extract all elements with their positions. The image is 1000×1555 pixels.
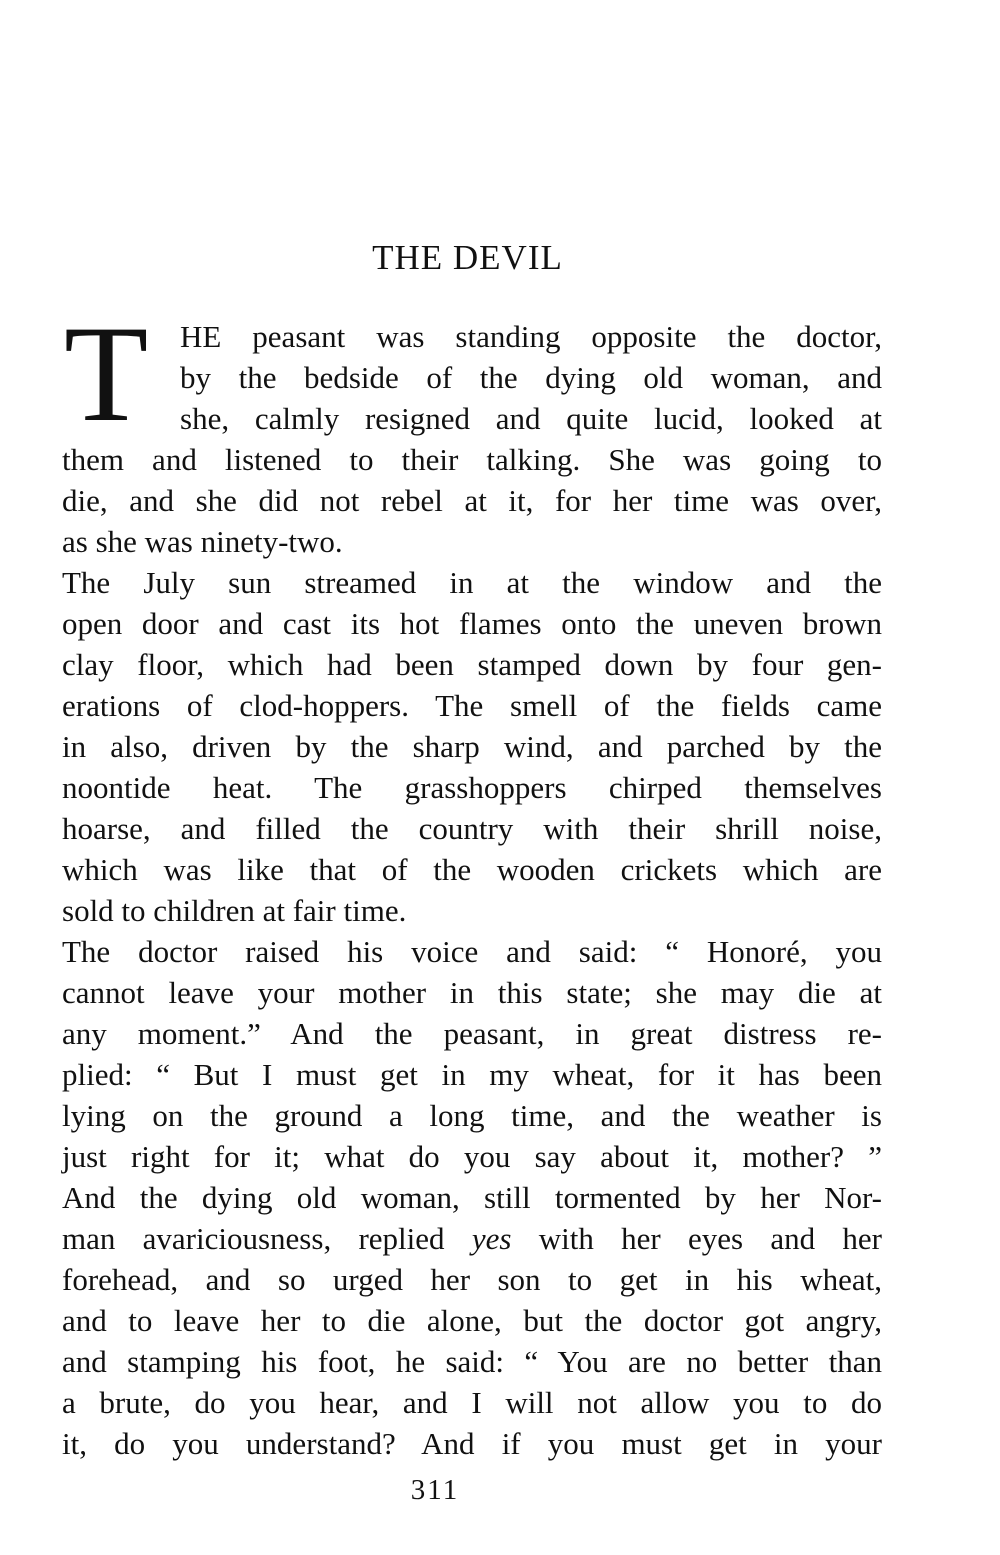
text-line: And the dying old woman, still tormented by her Nor- — [62, 1180, 882, 1215]
text-line: by the bedside of the dying old woman, and — [180, 360, 882, 395]
text-line: them and listened to their talking. She was going to — [62, 442, 882, 477]
text-line: and stamping his foot, he said: “ You are no better than — [62, 1344, 882, 1379]
emphasis-word: yes — [471, 1221, 512, 1256]
text-line: The July sun streamed in at the window and the — [62, 565, 882, 600]
text-line: plied: “ But I must get in my wheat, for it has been — [62, 1057, 882, 1092]
text-line: erations of clod-hoppers. The smell of the fields came — [62, 688, 882, 723]
chapter-title: THE DEVIL — [372, 238, 563, 277]
text-line: any moment.” And the peasant, in great distress re- — [62, 1016, 882, 1051]
text-line: sold to children at fair time. — [62, 893, 407, 928]
text-line: The doctor raised his voice and said: “ Honoré, you — [62, 934, 882, 969]
body-text — [62, 297, 883, 1464]
text-line: which was like that of the wooden crickets which are — [62, 852, 882, 887]
text-line: lying on the ground a long time, and the weather is — [62, 1098, 882, 1133]
page-number: 311 — [410, 1474, 460, 1506]
text-line: clay floor, which had been stamped down by four gen- — [62, 647, 882, 682]
text-line: in also, driven by the sharp wind, and parched by the — [62, 729, 882, 764]
text-line: just right for it; what do you say about it, mother? ” — [62, 1139, 882, 1174]
text-line: die, and she did not rebel at it, for her time was over, — [62, 483, 882, 518]
text-line: and to leave her to die alone, but the doctor got angry, — [62, 1303, 882, 1338]
text-line: as she was ninety-two. — [62, 524, 343, 559]
text-line: noontide heat. The grasshoppers chirped themselves — [62, 770, 882, 805]
text-segment: man avariciousness, replied — [62, 1221, 445, 1256]
text-line: open door and cast its hot flames onto the uneven brown — [62, 606, 882, 641]
text-line-with-emphasis — [62, 1218, 882, 1259]
text-segment: with her eyes and her — [538, 1221, 883, 1256]
text-line: a brute, do you hear, and I will not allow you to do — [62, 1385, 882, 1420]
text-line: she, calmly resigned and quite lucid, looked at — [180, 401, 882, 436]
text-line: forehead, and so urged her son to get in his wheat, — [62, 1262, 882, 1297]
text-line: cannot leave your mother in this state; she may die at — [62, 975, 882, 1010]
drop-cap-letter: T — [64, 297, 149, 450]
text-line: HE peasant was standing opposite the doctor, — [180, 319, 882, 354]
text-line: hoarse, and filled the country with their shrill noise, — [62, 811, 882, 846]
text-line: it, do you understand? And if you must get in your — [62, 1426, 882, 1461]
